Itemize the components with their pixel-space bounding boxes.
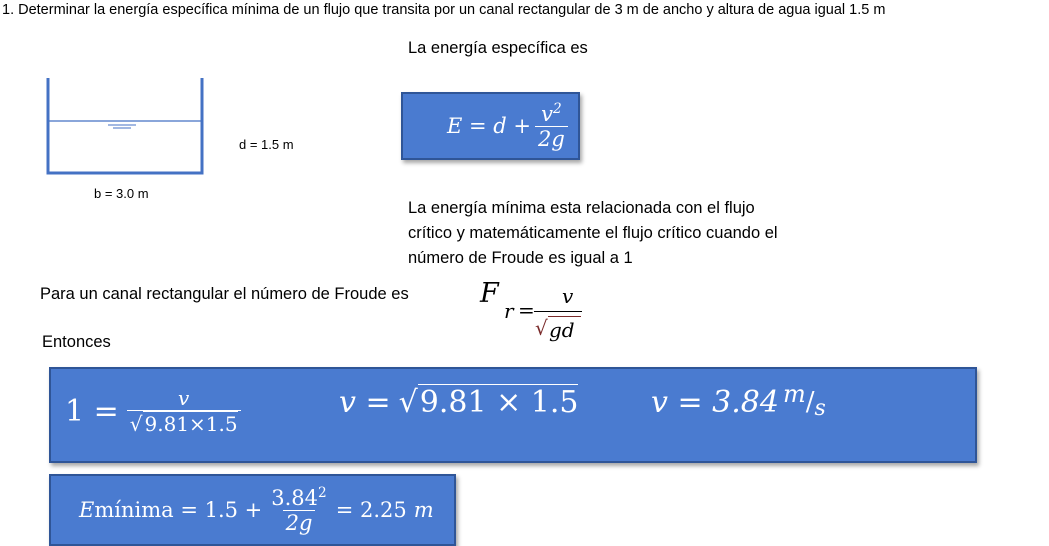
- froude-sqrt-bar: [548, 316, 581, 317]
- channel-diagram: [40, 76, 210, 178]
- froude-equals: =: [518, 298, 535, 322]
- result-equation: [79, 478, 434, 542]
- energy-eq-den: 2g: [535, 126, 568, 151]
- energy-eq-fraction: [535, 101, 568, 151]
- energy-eq-lhs: E = d +: [447, 114, 531, 138]
- minimum-energy-line1: La energía mínima esta relacionada con el flujo: [408, 199, 755, 217]
- result-equation-box: [49, 474, 456, 546]
- froude-fraction-bar: [534, 311, 582, 312]
- result-fraction: [268, 485, 329, 535]
- result-num: 3.84: [271, 486, 319, 510]
- froude-sqrt-symbol: √: [535, 316, 548, 340]
- step-eq1: [65, 372, 241, 450]
- froude-den: gd: [549, 318, 575, 342]
- froude-sub: r: [504, 299, 514, 323]
- step-eq1-lhs: 1 =: [65, 393, 119, 429]
- specific-energy-equation: [447, 98, 568, 154]
- step-eq3: v = 3.84 m / s: [651, 380, 826, 421]
- energy-eq-num: v: [541, 102, 553, 126]
- step-eq2-lhs: v =: [339, 384, 391, 420]
- result-num-exp: 2: [318, 485, 327, 501]
- step-eq1-num: v: [178, 386, 190, 410]
- specific-energy-heading: La energía específica es: [408, 39, 588, 57]
- step-eq3-unit-num: m: [782, 380, 806, 408]
- depth-label: d = 1.5 m: [239, 137, 294, 152]
- result-rhs: = 2.25: [335, 498, 407, 522]
- result-lhs-var: E: [79, 498, 95, 522]
- width-label: b = 3.0 m: [94, 186, 149, 201]
- entonces-label: Entonces: [42, 333, 111, 351]
- froude-F: F: [480, 278, 499, 309]
- problem-statement: 1. Determinar la energía específica mínima de un flujo que transita por un canal rectangular de 3 m de ancho y altura de agua igual 1.5 m: [2, 2, 886, 18]
- step-eq2-radicand: 9.81 × 1.5: [419, 385, 579, 420]
- step-eq1-fraction: v √ 9.81×1.5: [127, 386, 241, 436]
- froude-num: v: [562, 284, 574, 308]
- step-eq3-lhs: v = 3.84: [651, 384, 779, 420]
- result-unit: m: [413, 498, 434, 522]
- minimum-energy-line2: crítico y matemáticamente el flujo crítico cuando el: [408, 224, 778, 242]
- step-eq1-den: 9.81×1.5: [144, 412, 238, 436]
- energy-eq-num-exp: 2: [553, 101, 562, 117]
- result-lhs-text: mínima = 1.5 +: [94, 498, 263, 522]
- steps-equation-box: [49, 367, 977, 463]
- step-eq2: v = √ 9.81 × 1.5: [339, 384, 579, 420]
- result-den: 2g: [283, 510, 316, 535]
- step-eq3-unit-den: s: [814, 395, 826, 421]
- minimum-energy-line3: número de Froude es igual a 1: [408, 249, 633, 267]
- specific-energy-equation-box: [401, 92, 580, 160]
- froude-label: Para un canal rectangular el número de Froude es: [40, 285, 409, 303]
